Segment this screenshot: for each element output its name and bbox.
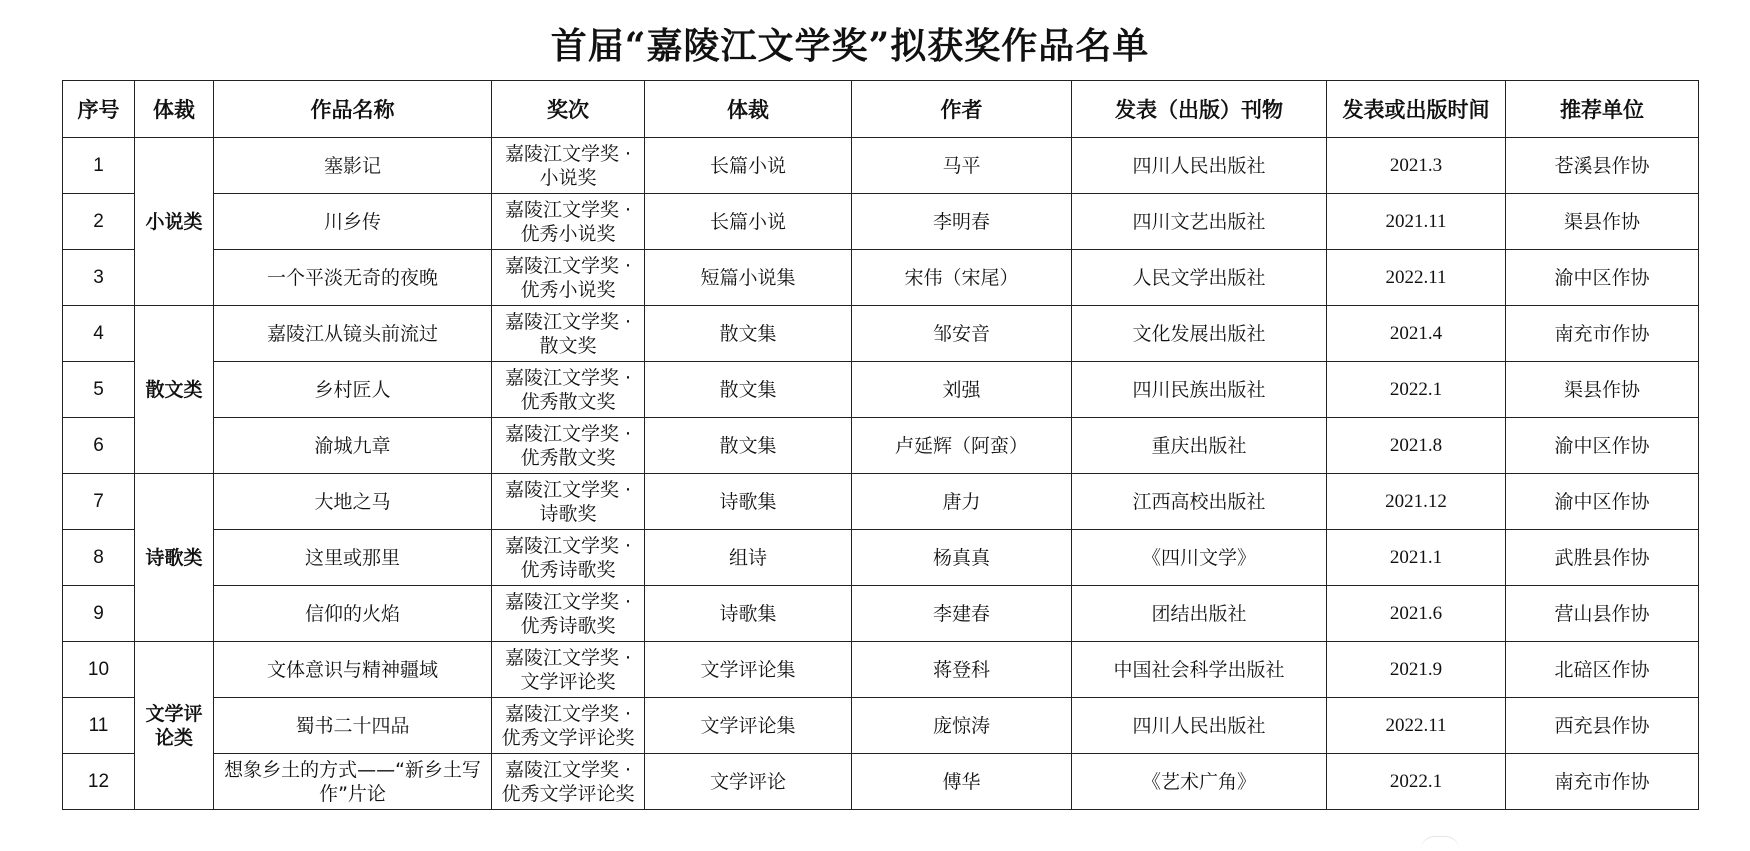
- cell-publisher: 《四川文学》: [1072, 530, 1327, 586]
- document-title: 首届“嘉陵江文学奖”拟获奖作品名单: [550, 25, 1150, 67]
- cell-title: 大地之马: [214, 474, 492, 530]
- cell-unit: 南充市作协: [1506, 306, 1699, 362]
- cell-publisher: 团结出版社: [1072, 586, 1327, 642]
- cell-publisher: 重庆出版社: [1072, 418, 1327, 474]
- cell-unit: 渠县作协: [1506, 362, 1699, 418]
- cell-title: 蜀书二十四品: [214, 698, 492, 754]
- table-row: [63, 754, 1699, 810]
- cell-author: 蒋登科: [852, 642, 1072, 698]
- column-header-award: 奖次: [492, 81, 645, 138]
- cell-seq: 1: [63, 138, 135, 194]
- cell-date: 2021.3: [1327, 138, 1506, 194]
- cell-genre: 文学评论: [645, 754, 852, 810]
- cell-award: 嘉陵江文学奖 · 小说奖: [492, 138, 645, 194]
- table-header-row: [63, 81, 1699, 138]
- cell-author: 杨真真: [852, 530, 1072, 586]
- table-row: [63, 138, 1699, 194]
- table-row: [63, 586, 1699, 642]
- cell-genre: 诗歌集: [645, 474, 852, 530]
- cell-unit: 渝中区作协: [1506, 250, 1699, 306]
- cell-title: 塞影记: [214, 138, 492, 194]
- cell-date: 2021.6: [1327, 586, 1506, 642]
- cell-date: 2021.1: [1327, 530, 1506, 586]
- table-row: [63, 642, 1699, 698]
- cell-date: 2022.11: [1327, 250, 1506, 306]
- cell-award: 嘉陵江文学奖 · 优秀散文奖: [492, 362, 645, 418]
- cell-award: 嘉陵江文学奖 · 优秀诗歌奖: [492, 530, 645, 586]
- table-row: [63, 306, 1699, 362]
- category-group-prose: 散文类: [135, 306, 214, 474]
- column-header-seq: 序号: [63, 81, 135, 138]
- cell-award: 嘉陵江文学奖 · 优秀散文奖: [492, 418, 645, 474]
- cell-seq: 8: [63, 530, 135, 586]
- column-header-genre: 体裁: [645, 81, 852, 138]
- cell-unit: 渝中区作协: [1506, 418, 1699, 474]
- cell-date: 2021.12: [1327, 474, 1506, 530]
- cell-date: 2021.9: [1327, 642, 1506, 698]
- cell-award: 嘉陵江文学奖 · 诗歌奖: [492, 474, 645, 530]
- cell-author: 李建春: [852, 586, 1072, 642]
- cell-publisher: 四川民族出版社: [1072, 362, 1327, 418]
- cell-award: 嘉陵江文学奖 · 优秀文学评论奖: [492, 754, 645, 810]
- cell-title: 一个平淡无奇的夜晚: [214, 250, 492, 306]
- table-row: [63, 194, 1699, 250]
- cell-publisher: 江西高校出版社: [1072, 474, 1327, 530]
- cell-publisher: 《艺术广角》: [1072, 754, 1327, 810]
- table-row: [63, 250, 1699, 306]
- cell-publisher: 文化发展出版社: [1072, 306, 1327, 362]
- category-group-criticism: 文学评论类: [135, 642, 214, 810]
- cell-unit: 武胜县作协: [1506, 530, 1699, 586]
- table-row: [63, 530, 1699, 586]
- cell-genre: 短篇小说集: [645, 250, 852, 306]
- cell-genre: 散文集: [645, 418, 852, 474]
- cell-award: 嘉陵江文学奖 · 优秀小说奖: [492, 194, 645, 250]
- cell-author: 刘强: [852, 362, 1072, 418]
- cell-author: 邹安音: [852, 306, 1072, 362]
- cell-date: 2021.4: [1327, 306, 1506, 362]
- table-row: [63, 474, 1699, 530]
- cell-award: 嘉陵江文学奖 · 散文奖: [492, 306, 645, 362]
- cell-date: 2021.11: [1327, 194, 1506, 250]
- cell-title: 文体意识与精神疆域: [214, 642, 492, 698]
- faint-watermark-arc: [1420, 836, 1460, 851]
- cell-title: 川乡传: [214, 194, 492, 250]
- cell-award: 嘉陵江文学奖 · 文学评论奖: [492, 642, 645, 698]
- cell-publisher: 四川人民出版社: [1072, 698, 1327, 754]
- cell-unit: 北碚区作协: [1506, 642, 1699, 698]
- table-row: [63, 418, 1699, 474]
- cell-title: 乡村匠人: [214, 362, 492, 418]
- cell-unit: 渠县作协: [1506, 194, 1699, 250]
- cell-unit: 苍溪县作协: [1506, 138, 1699, 194]
- cell-unit: 西充县作协: [1506, 698, 1699, 754]
- cell-seq: 5: [63, 362, 135, 418]
- cell-publisher: 中国社会科学出版社: [1072, 642, 1327, 698]
- cell-date: 2021.8: [1327, 418, 1506, 474]
- cell-seq: 7: [63, 474, 135, 530]
- column-header-author: 作者: [852, 81, 1072, 138]
- cell-genre: 文学评论集: [645, 698, 852, 754]
- cell-award: 嘉陵江文学奖 · 优秀文学评论奖: [492, 698, 645, 754]
- category-group-poetry: 诗歌类: [135, 474, 214, 642]
- cell-title: 这里或那里: [214, 530, 492, 586]
- cell-date: 2022.1: [1327, 362, 1506, 418]
- cell-genre: 散文集: [645, 306, 852, 362]
- cell-publisher: 四川文艺出版社: [1072, 194, 1327, 250]
- cell-unit: 南充市作协: [1506, 754, 1699, 810]
- cell-author: 宋伟（宋尾）: [852, 250, 1072, 306]
- cell-author: 李明春: [852, 194, 1072, 250]
- cell-date: 2022.11: [1327, 698, 1506, 754]
- cell-title: 嘉陵江从镜头前流过: [214, 306, 492, 362]
- cell-publisher: 四川人民出版社: [1072, 138, 1327, 194]
- column-header-date: 发表或出版时间: [1327, 81, 1506, 138]
- column-header-unit: 推荐单位: [1506, 81, 1699, 138]
- cell-genre: 组诗: [645, 530, 852, 586]
- cell-genre: 文学评论集: [645, 642, 852, 698]
- cell-genre: 散文集: [645, 362, 852, 418]
- cell-author: 庞惊涛: [852, 698, 1072, 754]
- category-group-fiction: 小说类: [135, 138, 214, 306]
- cell-genre: 长篇小说: [645, 138, 852, 194]
- cell-seq: 9: [63, 586, 135, 642]
- column-header-title: 作品名称: [214, 81, 492, 138]
- cell-seq: 6: [63, 418, 135, 474]
- cell-seq: 10: [63, 642, 135, 698]
- cell-seq: 3: [63, 250, 135, 306]
- cell-award: 嘉陵江文学奖 · 优秀小说奖: [492, 250, 645, 306]
- table-row: [63, 698, 1699, 754]
- cell-genre: 长篇小说: [645, 194, 852, 250]
- column-header-category: 体裁: [135, 81, 214, 138]
- cell-genre: 诗歌集: [645, 586, 852, 642]
- cell-award: 嘉陵江文学奖 · 优秀诗歌奖: [492, 586, 645, 642]
- cell-seq: 11: [63, 698, 135, 754]
- cell-date: 2022.1: [1327, 754, 1506, 810]
- cell-unit: 渝中区作协: [1506, 474, 1699, 530]
- cell-unit: 营山县作协: [1506, 586, 1699, 642]
- cell-publisher: 人民文学出版社: [1072, 250, 1327, 306]
- cell-title: 想象乡土的方式——“新乡土写作”片论: [214, 754, 492, 810]
- cell-seq: 2: [63, 194, 135, 250]
- cell-seq: 12: [63, 754, 135, 810]
- cell-author: 唐力: [852, 474, 1072, 530]
- table-row: [63, 362, 1699, 418]
- cell-author: 卢延辉（阿蛮）: [852, 418, 1072, 474]
- column-header-publisher: 发表（出版）刊物: [1072, 81, 1327, 138]
- cell-author: 傅华: [852, 754, 1072, 810]
- cell-seq: 4: [63, 306, 135, 362]
- cell-title: 渝城九章: [214, 418, 492, 474]
- cell-title: 信仰的火焰: [214, 586, 492, 642]
- cell-author: 马平: [852, 138, 1072, 194]
- award-list-table: [62, 80, 1699, 810]
